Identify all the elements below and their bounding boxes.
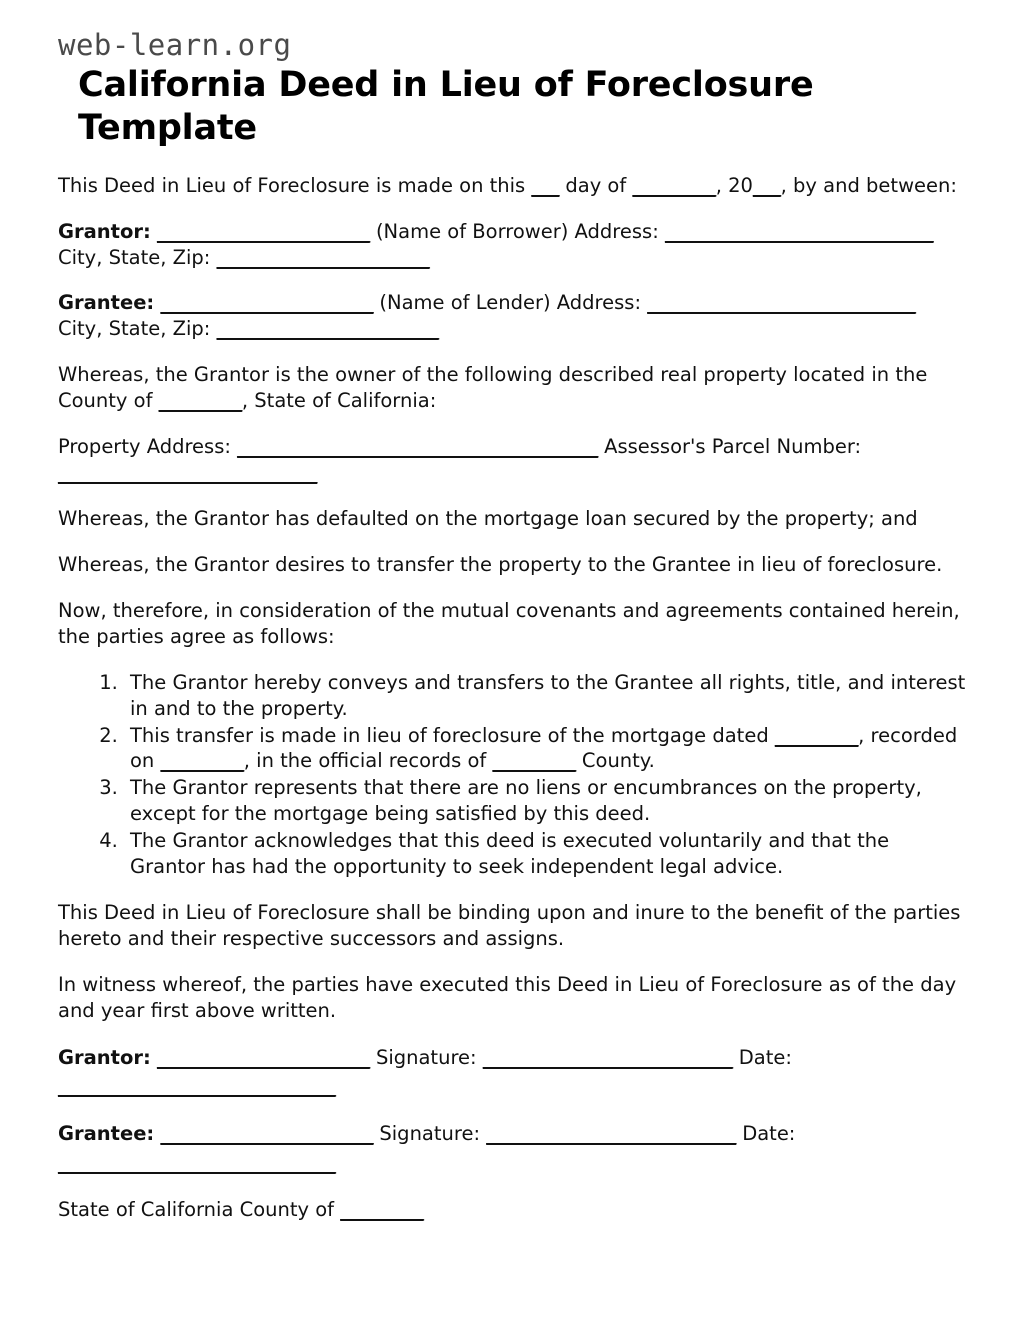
transfer-desire-recital: Whereas, the Grantor desires to transfer the property to the Grantee in lieu of foreclosure. [58, 552, 943, 576]
intro-text-day-to-month: day of [559, 173, 633, 197]
grantor-party-block [58, 219, 963, 271]
list-item [124, 723, 969, 775]
grantor-signature-label: Grantor: [58, 1045, 151, 1069]
notary-text: State of California County of [58, 1197, 341, 1221]
binding-clause: This Deed in Lieu of Foreclosure shall be binding upon and inure to the benefit of the parties hereto and their respective successors and assigns. [58, 901, 961, 950]
grantee-signature-blank: ___________________________ [486, 1122, 736, 1146]
grantee-date-label: Date: [742, 1122, 796, 1146]
site-brand: web-learn.org [58, 28, 292, 62]
year-blank: ___ [752, 173, 781, 197]
intro-paragraph [58, 173, 963, 199]
list-item [124, 775, 969, 827]
grantee-signature-label: Grantee: [58, 1122, 155, 1146]
grantee-role-note: (Name of Lender) Address: [379, 291, 642, 315]
grantee-name-blank: _______________________ [160, 291, 374, 315]
grantor-city-state-zip-blank: _______________________ [216, 245, 430, 269]
property-address-label: Property Address: [58, 435, 231, 459]
grantor-address-blank: _____________________________ [664, 219, 934, 243]
document-body [56, 173, 969, 1223]
grantee-address-blank: _____________________________ [647, 291, 916, 315]
term-1-text: The Grantor hereby conveys and transfers to the Grantee all rights, title, and interest in and to the property. [130, 670, 966, 720]
ownership-recital [58, 362, 963, 414]
grantor-signature-name-blank: _______________________ [157, 1045, 370, 1069]
ownership-county-blank: _________ [158, 389, 242, 413]
notary-county-blank: _________ [340, 1197, 424, 1221]
grantor-role-note: (Name of Borrower) Address: [375, 219, 659, 243]
month-blank: _________ [632, 173, 716, 197]
grantor-date-blank: ______________________________ [58, 1073, 336, 1097]
grantee-date-blank: ______________________________ [58, 1150, 336, 1174]
grantee-label: Grantee: [58, 291, 155, 315]
term-2-text-tail: County. [575, 749, 655, 773]
witness-clause: In witness whereof, the parties have executed this Deed in Lieu of Foreclosure as of the day and year first above written. [58, 972, 957, 1022]
terms-list [58, 670, 969, 880]
list-item [124, 828, 969, 880]
term-2-text-before-county: , in the official records of [243, 749, 493, 773]
property-address-blank: _______________________________________ [237, 435, 598, 459]
intro-text-tail: , by and between: [780, 173, 957, 197]
grantor-city-state-zip-label: City, State, Zip: [58, 245, 211, 269]
term-2-text-before-date: This transfer is made in lieu of foreclosure of the mortgage dated [130, 723, 775, 747]
grantor-date-label: Date: [738, 1045, 792, 1069]
mortgage-date-blank: _________ [774, 723, 859, 747]
list-item [124, 670, 969, 722]
ownership-text-before: Whereas, the Grantor is the owner of the following described real property located in the County of [58, 363, 928, 413]
apn-blank: ____________________________ [58, 461, 317, 485]
grantor-signature-line [58, 1044, 969, 1101]
intro-text-after-month: , 20 [715, 173, 753, 197]
grantor-signature-blank: ___________________________ [482, 1045, 733, 1069]
grantee-signature-field-label: Signature: [379, 1122, 481, 1146]
grantee-city-state-zip-label: City, State, Zip: [58, 317, 211, 341]
default-recital: Whereas, the Grantor has defaulted on the mortgage loan secured by the property; and [58, 506, 918, 530]
grantee-city-state-zip-blank: ________________________ [216, 317, 439, 341]
term-2-text-between-dates: , recorded on [130, 723, 958, 773]
records-county-blank: _________ [492, 749, 576, 773]
property-address-line [58, 434, 963, 486]
recorded-date-blank: _________ [160, 749, 244, 773]
notary-state-county-line [58, 1197, 969, 1223]
consideration-recital: Now, therefore, in consideration of the mutual covenants and agreements contained herein, the parties agree as follows: [58, 598, 960, 648]
apn-label: Assessor's Parcel Number: [604, 435, 862, 459]
day-blank: ___ [531, 173, 560, 197]
grantee-signature-name-blank: _______________________ [160, 1122, 374, 1146]
term-3-text: The Grantor represents that there are no liens or encumbrances on the property, except for the mortgage being satisfied by this deed. [130, 776, 922, 826]
ownership-text-after: , State of California: [241, 389, 437, 413]
grantor-label: Grantor: [58, 219, 151, 243]
intro-text-before-day: This Deed in Lieu of Foreclosure is made on this [58, 173, 532, 197]
grantor-signature-field-label: Signature: [375, 1045, 477, 1069]
term-4-text: The Grantor acknowledges that this deed is executed voluntarily and that the Grantor has had the opportunity to seek independent legal advice. [130, 829, 890, 879]
page-title: California Deed in Lieu of Foreclosure Template [78, 64, 814, 149]
grantee-signature-line [58, 1120, 969, 1177]
grantor-name-blank: _______________________ [157, 219, 370, 243]
grantee-party-block [58, 290, 963, 342]
